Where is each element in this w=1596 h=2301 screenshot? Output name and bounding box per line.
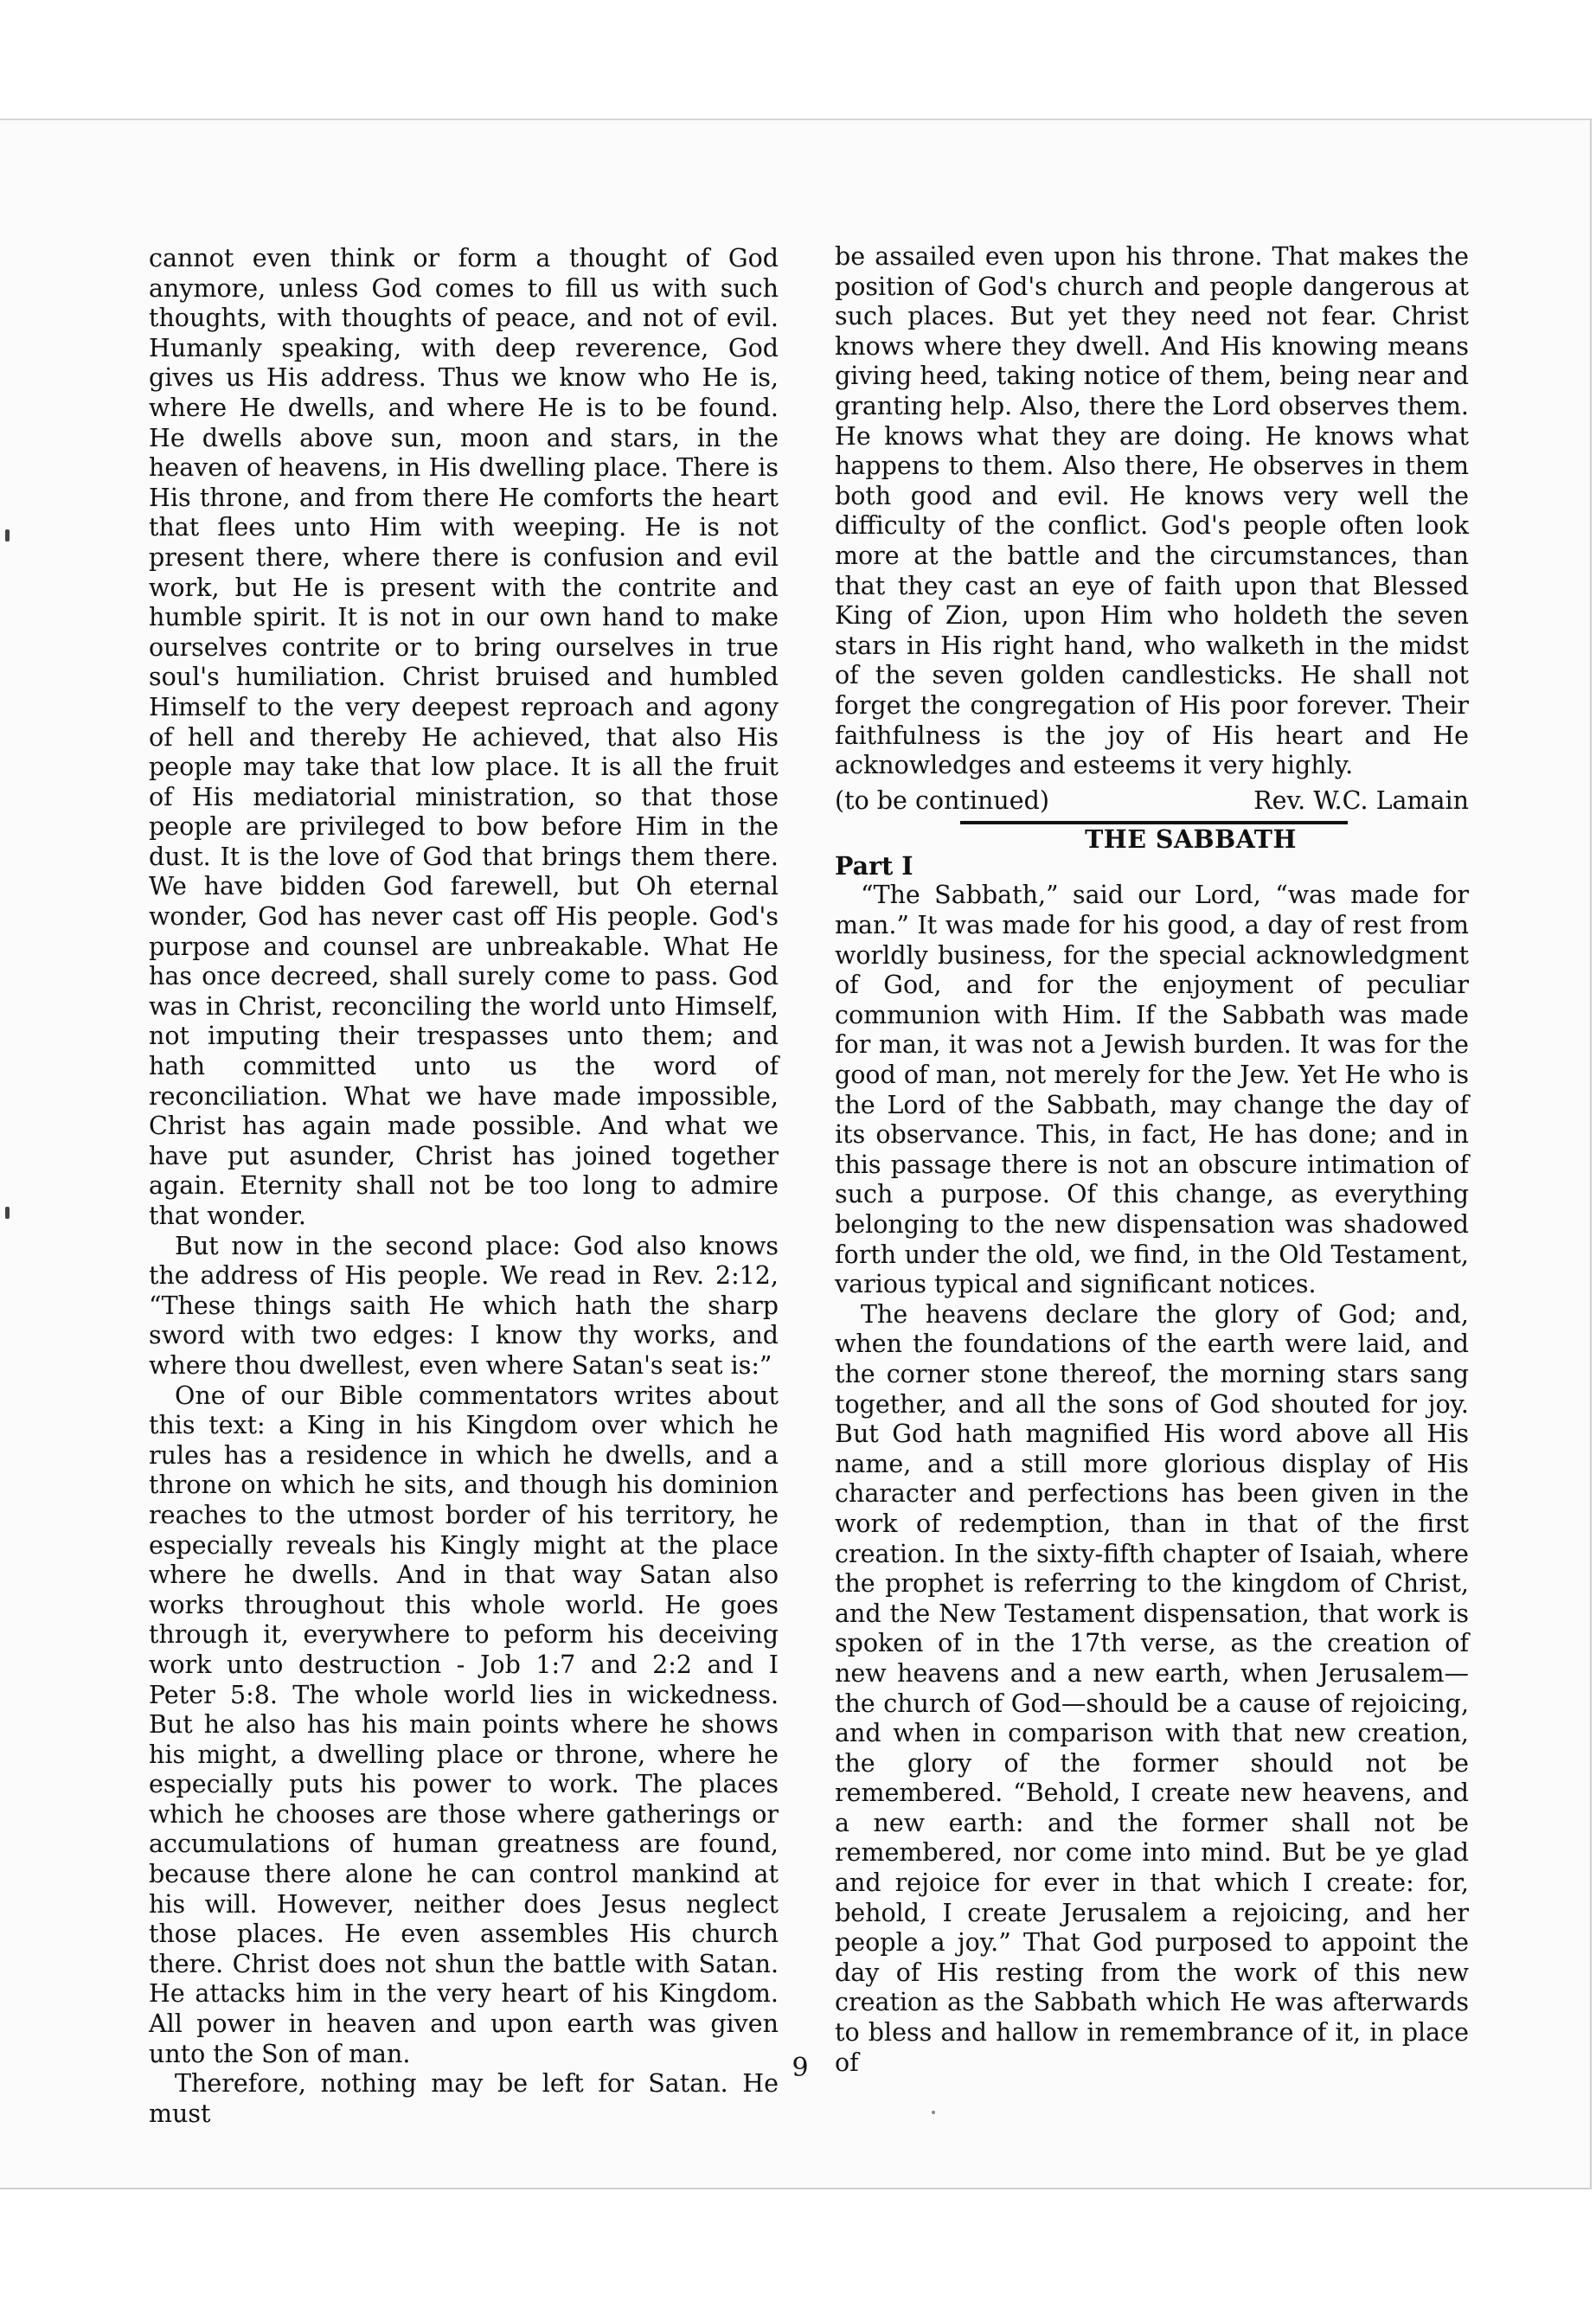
- right-column: [835, 242, 1469, 2078]
- right-continuation-paragraph: be assailed even upon his throne. That makes the position of God's church and people dangerous at such places. But yet they need not fear. Christ knows where they dwell. And His knowing means giving heed, taking notice of them, being near and granting help. Also, there the Lord observes them. He knows what they are doing. He knows what happens to them. Also there, He observes in them both good and evil. He knows very well the difficulty of the conflict. God's people often look more at the battle and the circumstances, than that they cast an eye of faith upon that Blessed King of Zion, upon Him who holdeth the seven stars in His right hand, who walketh in the midst of the seven golden candlesticks. He shall not forget the congregation of His poor forever. Their faithfulness is the joy of His heart and He acknowledges and esteems it very highly.: [835, 242, 1469, 780]
- part-label: Part I: [835, 850, 913, 881]
- sabbath-paragraph-2: The heavens declare the glory of God; and, when the foundations of the earth were laid, and the corner stone thereof, the morning stars sang together, and all the sons of God shouted for joy. But God hath magnified His word above all His name, and a still more glorious display of His character and perfections has been given in the work of redemption, than in that of the first creation. In the sixty-fifth chapter of Isaiah, where the prophet is referring to the kingdom of Christ, and the New Testament dispensation, that work is spoken of in the 17th verse, as the creation of new heavens and a new earth, when Jerusalem—the church of God—should be a cause of rejoicing, and when in comparison with that new creation, the glory of the former should not be remembered. “Behold, I create new heavens, and a new earth: and the former shall not be remembered, nor come into mind. But be ye glad and rejoice for ever in that which I create: for, behold, I create Jerusalem a rejoicing, and her people a joy.” That God purposed to appoint the day of His resting from the work of this new creation as the Sabbath which He was afterwards to bless and hallow in remembrance of it, in place of: [835, 1299, 1469, 2077]
- author-name: Rev. W.C. Lamain: [1253, 785, 1469, 815]
- scan-edge-mark: [5, 1207, 10, 1219]
- left-paragraph-3: One of our Bible commentators writes about this text: a King in his Kingdom over which he rules has a residence in which he dwells, and a throne on which he sits, and though his dominion reaches to the utmost border of his territory, he especially reveals his Kingly might at the place where he dwells. And in that way Satan also works throughout this whole world. He goes through it, everywhere to peform his deceiving work unto destruction - Job 1:7 and 2:2 and I Peter 5:8. The whole world lies in wickedness. But he also has his main points where he shows his might, a dwelling place or throne, where he especially puts his power to work. The places which he chooses are those where gatherings or accumulations of human greatness are found, because there alone he can control mankind at his will. However, neither does Jesus neglect those places. He even assembles His church there. Christ does not shun the battle with Satan. He attacks him in the very heart of his Kingdom. All power in heaven and upon earth was given unto the Son of man.: [149, 1381, 779, 2068]
- left-paragraph-2: But now in the second place: God also knows the address of His people. We read in Rev. 2:12, “These things saith He which hath the sharp sword with two edges: I know thy works, and where thou dwellest, even where Satan's seat is:”: [149, 1231, 779, 1380]
- article-signoff: [835, 786, 1469, 817]
- left-paragraph-4: Therefore, nothing may be left for Satan. He must: [149, 2069, 779, 2128]
- left-column: [149, 244, 779, 2129]
- section-title: THE SABBATH: [1085, 824, 1297, 855]
- scan-speck: [932, 2111, 935, 2114]
- scan-edge-mark: [5, 529, 10, 542]
- sabbath-paragraph-1: “The Sabbath,” said our Lord, “was made for man.” It was made for his good, a day of rest from worldly business, for the special acknowledgment of God, and for the enjoyment of peculiar communion with Him. If the Sabbath was made for man, it was not a Jewish burden. It was for the good of man, not merely for the Jew. Yet He who is the Lord of the Sabbath, may change the day of its observance. This, in fact, He has done; and in this passage there is not an obscure intimation of such a purpose. Of this change, as everything belonging to the new dispensation was shadowed forth under the old, we find, in the Old Testament, various typical and significant notices.: [835, 881, 1469, 1299]
- page-number: 9: [792, 2053, 809, 2083]
- continued-note: (to be continued): [835, 785, 1049, 815]
- left-paragraph-1: cannot even think or form a thought of God anymore, unless God comes to fill us with such thoughts, with thoughts of peace, and not of evil. Humanly speaking, with deep reverence, God gives us His address. Thus we know who He is, where He dwells, and where He is to be found. He dwells above sun, moon and stars, in the heaven of heavens, in His dwelling place. There is His throne, and from there He comforts the heart that flees unto Him with weeping. He is not present there, where there is confusion and evil work, but He is present with the contrite and humble spirit. It is not in our own hand to make ourselves contrite or to bring ourselves in true soul's humiliation. Christ bruised and humbled Himself to the very deepest reproach and agony of hell and thereby He achieved, that also His people may take that low place. It is all the fruit of His mediatorial ministration, so that those people are privileged to bow before Him in the dust. It is the love of God that brings them there. We have bidden God farewell, but Oh eternal wonder, God has never cast off His people. God's purpose and counsel are unbreakable. What He has once decreed, shall surely come to pass. God was in Christ, reconciling the world unto Himself, not imputing their trespasses unto them; and hath committed unto us the word of reconciliation. What we have made impossible, Christ has again made possible. And what we have put asunder, Christ has joined together again. Eternity shall not be too long to admire that wonder.: [149, 244, 779, 1230]
